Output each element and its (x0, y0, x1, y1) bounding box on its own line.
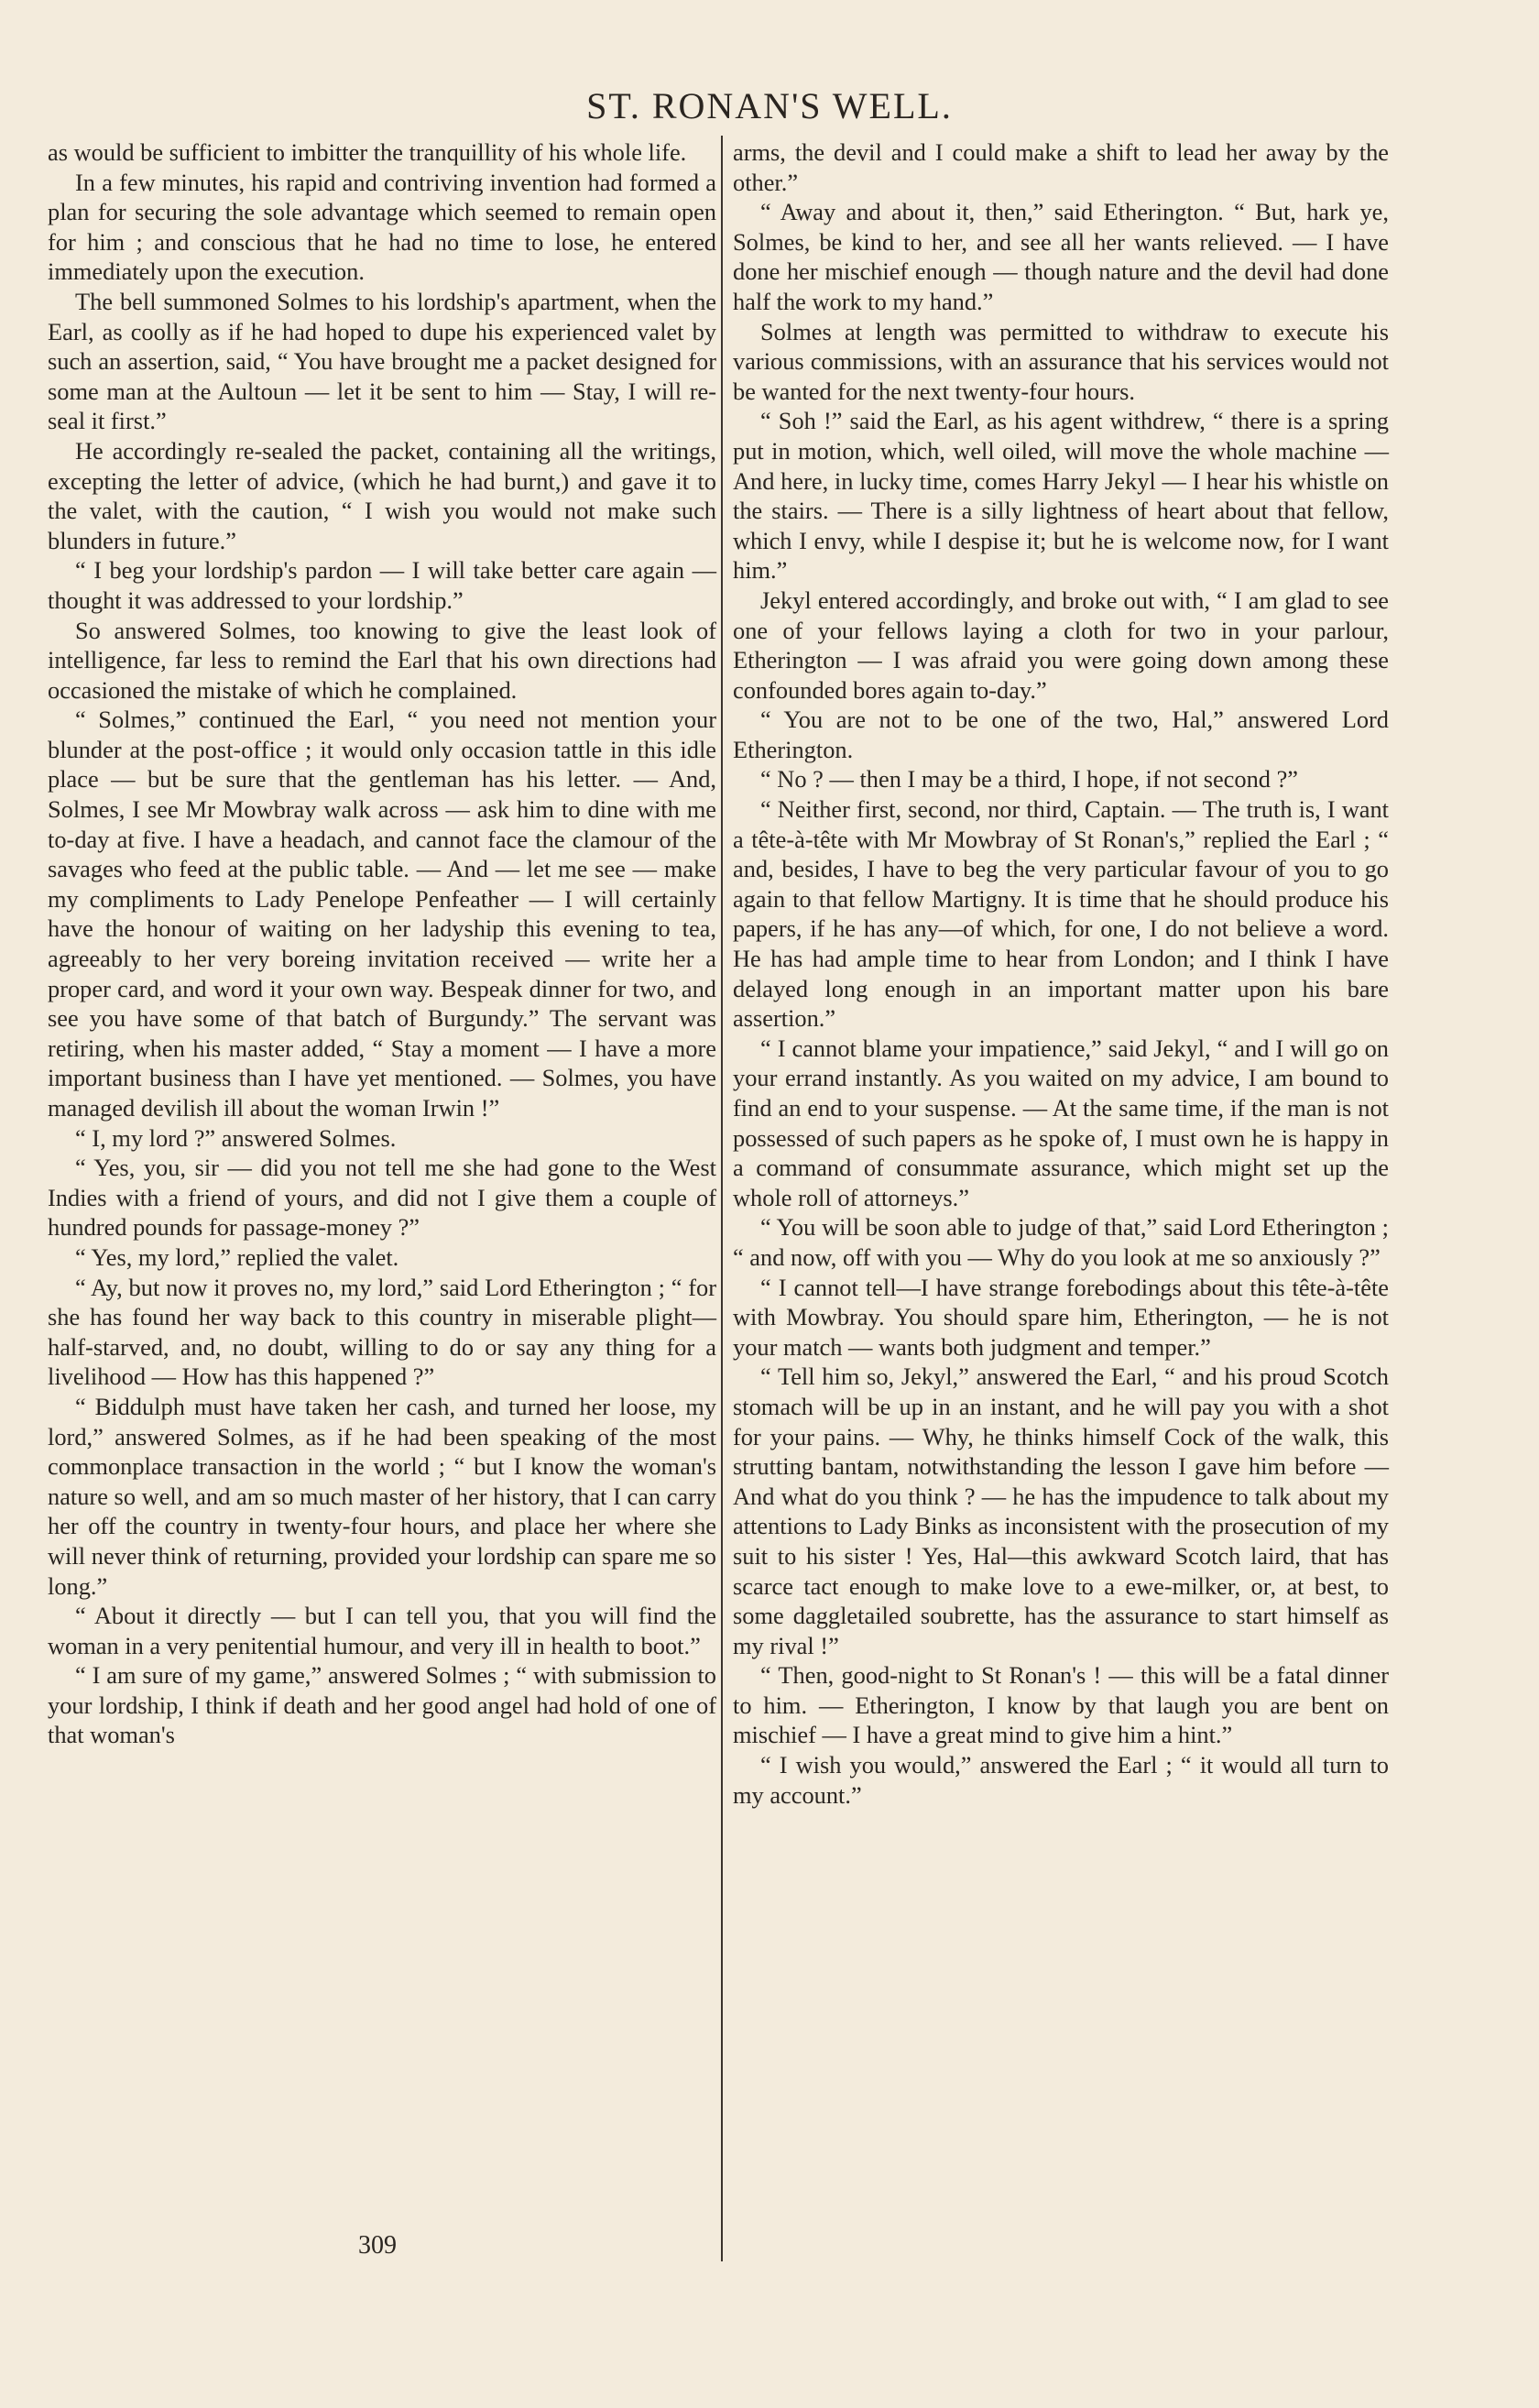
paragraph: “ Solmes,” continued the Earl, “ you need not mention your blunder at the post-office ; it would only occasion tattle in this idle place — but be sure that the gentleman has his letter. — And, Solmes, I see Mr Mowbray walk across — ask him to dine with me to-day at five. I have a headach, and cannot face the clamour of the savages who feed at the public table. — And — let me see — make my compliments to Lady Penelope Penfeather — I will certainly have the honour of waiting on her ladyship this evening to tea, agreeably to her very boreing invitation received — write her a proper card, and word it your own way. Bespeak dinner for two, and see you have some of that batch of Burgundy.” The servant was retiring, when his master added, “ Stay a moment — I have a more important business than I have yet mentioned. — Solmes, you have managed devilish ill about the woman Irwin !” (48, 706, 716, 1122)
running-head: ST. RONAN'S WELL. (586, 85, 953, 126)
paragraph: arms, the devil and I could make a shift to lead her away by the other.” (733, 138, 1389, 196)
paragraph: “ I cannot blame your impatience,” said Jekyl, “ and I will go on your errand instantly. As you waited on my advice, I am bound to find an end to your suspense. — At the same time, if the man is not possessed of such papers as he spoke of, I must own he is happy in a command of consummate assurance, which might set up the whole roll of attorneys.” (733, 1034, 1389, 1211)
paragraph: Solmes at length was permitted to withdraw to execute his various commissions, with an assurance that his services would not be wanted for the next twenty-four hours. (733, 317, 1389, 405)
paragraph: “ Soh !” said the Earl, as his agent withdrew, “ there is a spring put in motion, which, well oiled, will move the whole machine — And here, in lucky time, comes Harry Jekyl — I hear his whistle on the stairs. — There is a silly lightness of heart about that fellow, which I envy, while I despise it; but he is welcome now, for I want him.” (733, 407, 1389, 585)
paragraph: “ Biddulph must have taken her cash, and turned her loose, my lord,” answered Solmes, as if he had been speaking of the most commonplace transaction in the world ; “ but I know the woman's nature so well, and am so much master of her history, that I can carry her off the country in twenty-four hours, and place her where she will never think of returning, provided your lordship can spare me so long.” (48, 1392, 716, 1600)
paragraph: “ Neither first, second, nor third, Captain. — The truth is, I want a tête-à-tête with Mr Mowbray of St Ronan's,” replied the Earl ; “ and, besides, I have to beg the very particular favour of you to go again to that fellow Martigny. It is time that he should produce his papers, if he has any—of which, for one, I do not believe a word. He has had ample time to hear from London; and I think I have delayed long enough in an important matter upon his bare assertion.” (733, 795, 1389, 1033)
paragraph: “ Away and about it, then,” said Etherington. “ But, hark ye, Solmes, be kind to her, and see all her wants relieved. — I have done her mischief enough — though nature and the devil had done half the work to my hand.” (733, 198, 1389, 315)
paragraph: “ About it directly — but I can tell you, that you will find the woman in a very penitential humour, and very ill in health to boot.” (48, 1602, 716, 1659)
paragraph: So answered Solmes, too knowing to give the least look of intelligence, far less to remind the Earl that his own directions had occasioned the mistake of which he complained. (48, 616, 716, 704)
paragraph: “ You are not to be one of the two, Hal,” answered Lord Etherington. (733, 706, 1389, 763)
page-number: 309 (358, 2231, 397, 2260)
paragraph: “ Ay, but now it proves no, my lord,” said Lord Etherington ; “ for she has found her way back to this country in miserable plight—half-starved, and, no doubt, willing to do or say any thing for a livelihood — How has this happened ?” (48, 1273, 716, 1391)
paragraph: “ You will be soon able to judge of that,” said Lord Etherington ; “ and now, off with you — Why do you look at me so anxiously ?” (733, 1213, 1389, 1271)
column-divider (721, 136, 723, 2261)
paragraph: “ I am sure of my game,” answered Solmes ; “ with submission to your lordship, I think if death and her good angel had hold of one of that woman's (48, 1661, 716, 1749)
paragraph: “ Yes, my lord,” replied the valet. (75, 1242, 399, 1271)
paragraph: “ I cannot tell—I have strange forebodings about this tête-à-tête with Mowbray. You should spare him, Etherington, — he is not your match — wants both judgment and temper.” (733, 1273, 1389, 1361)
right-column (733, 137, 1389, 1810)
left-column (48, 137, 716, 1750)
paragraph: “ No ? — then I may be a third, I hope, if not second ?” (760, 765, 1298, 794)
paragraph: as would be sufficient to imbitter the tranquillity of his whole life. (48, 138, 687, 166)
paragraph: “ I, my lord ?” answered Solmes. (75, 1123, 397, 1152)
paragraph: “ Tell him so, Jekyl,” answered the Earl, “ and his proud Scotch stomach will be up in an instant, and he will pay you with a shot for your pains. — Why, he thinks himself Cock of the walk, this strutting bantam, notwithstanding the lesson I gave him before — And what do you think ? — he has the impudence to talk about my attentions to Lady Binks as inconsistent with the prosecution of my suit to his sister ! Yes, Hal—this awkward Scotch laird, that has scarce tact enough to make love to a ewe-milker, or, at best, to some daggletailed soubrette, has the assurance to start himself as my rival !” (733, 1363, 1389, 1659)
paragraph: Jekyl entered accordingly, and broke out with, “ I am glad to see one of your fellows laying a cloth for two in your parlour, Etherington — I was afraid you were going down among these confounded bores again to-day.” (733, 586, 1389, 704)
paragraph: “ I wish you would,” answered the Earl ; “ it would all turn to my account.” (733, 1751, 1389, 1809)
paragraph: The bell summoned Solmes to his lordship's apartment, when the Earl, as coolly as if he had hoped to dupe his experienced valet by such an assertion, said, “ You have brought me a packet designed for some man at the Aultoun — let it be sent to him — Stay, I will re-seal it first.” (48, 287, 716, 435)
paragraph: He accordingly re-sealed the packet, containing all the writings, excepting the letter of advice, (which he had burnt,) and gave it to the valet, with the caution, “ I wish you would not make such blunders in future.” (48, 436, 716, 554)
paragraph: “ Then, good-night to St Ronan's ! — this will be a fatal dinner to him. — Etherington, I know by that laugh you are bent on mischief — I have a great mind to give him a hint.” (733, 1661, 1389, 1749)
paragraph: “ I beg your lordship's pardon — I will take better care again — thought it was addressed to your lordship.” (48, 556, 716, 614)
paragraph: In a few minutes, his rapid and contriving invention had formed a plan for securing the sole advantage which seemed to remain open for him ; and conscious that he had no time to lose, he entered immediately upon the execution. (48, 168, 716, 286)
paragraph: “ Yes, you, sir — did you not tell me she had gone to the West Indies with a friend of yours, and did not I give them a couple of hundred pounds for passage-money ?” (48, 1154, 716, 1242)
